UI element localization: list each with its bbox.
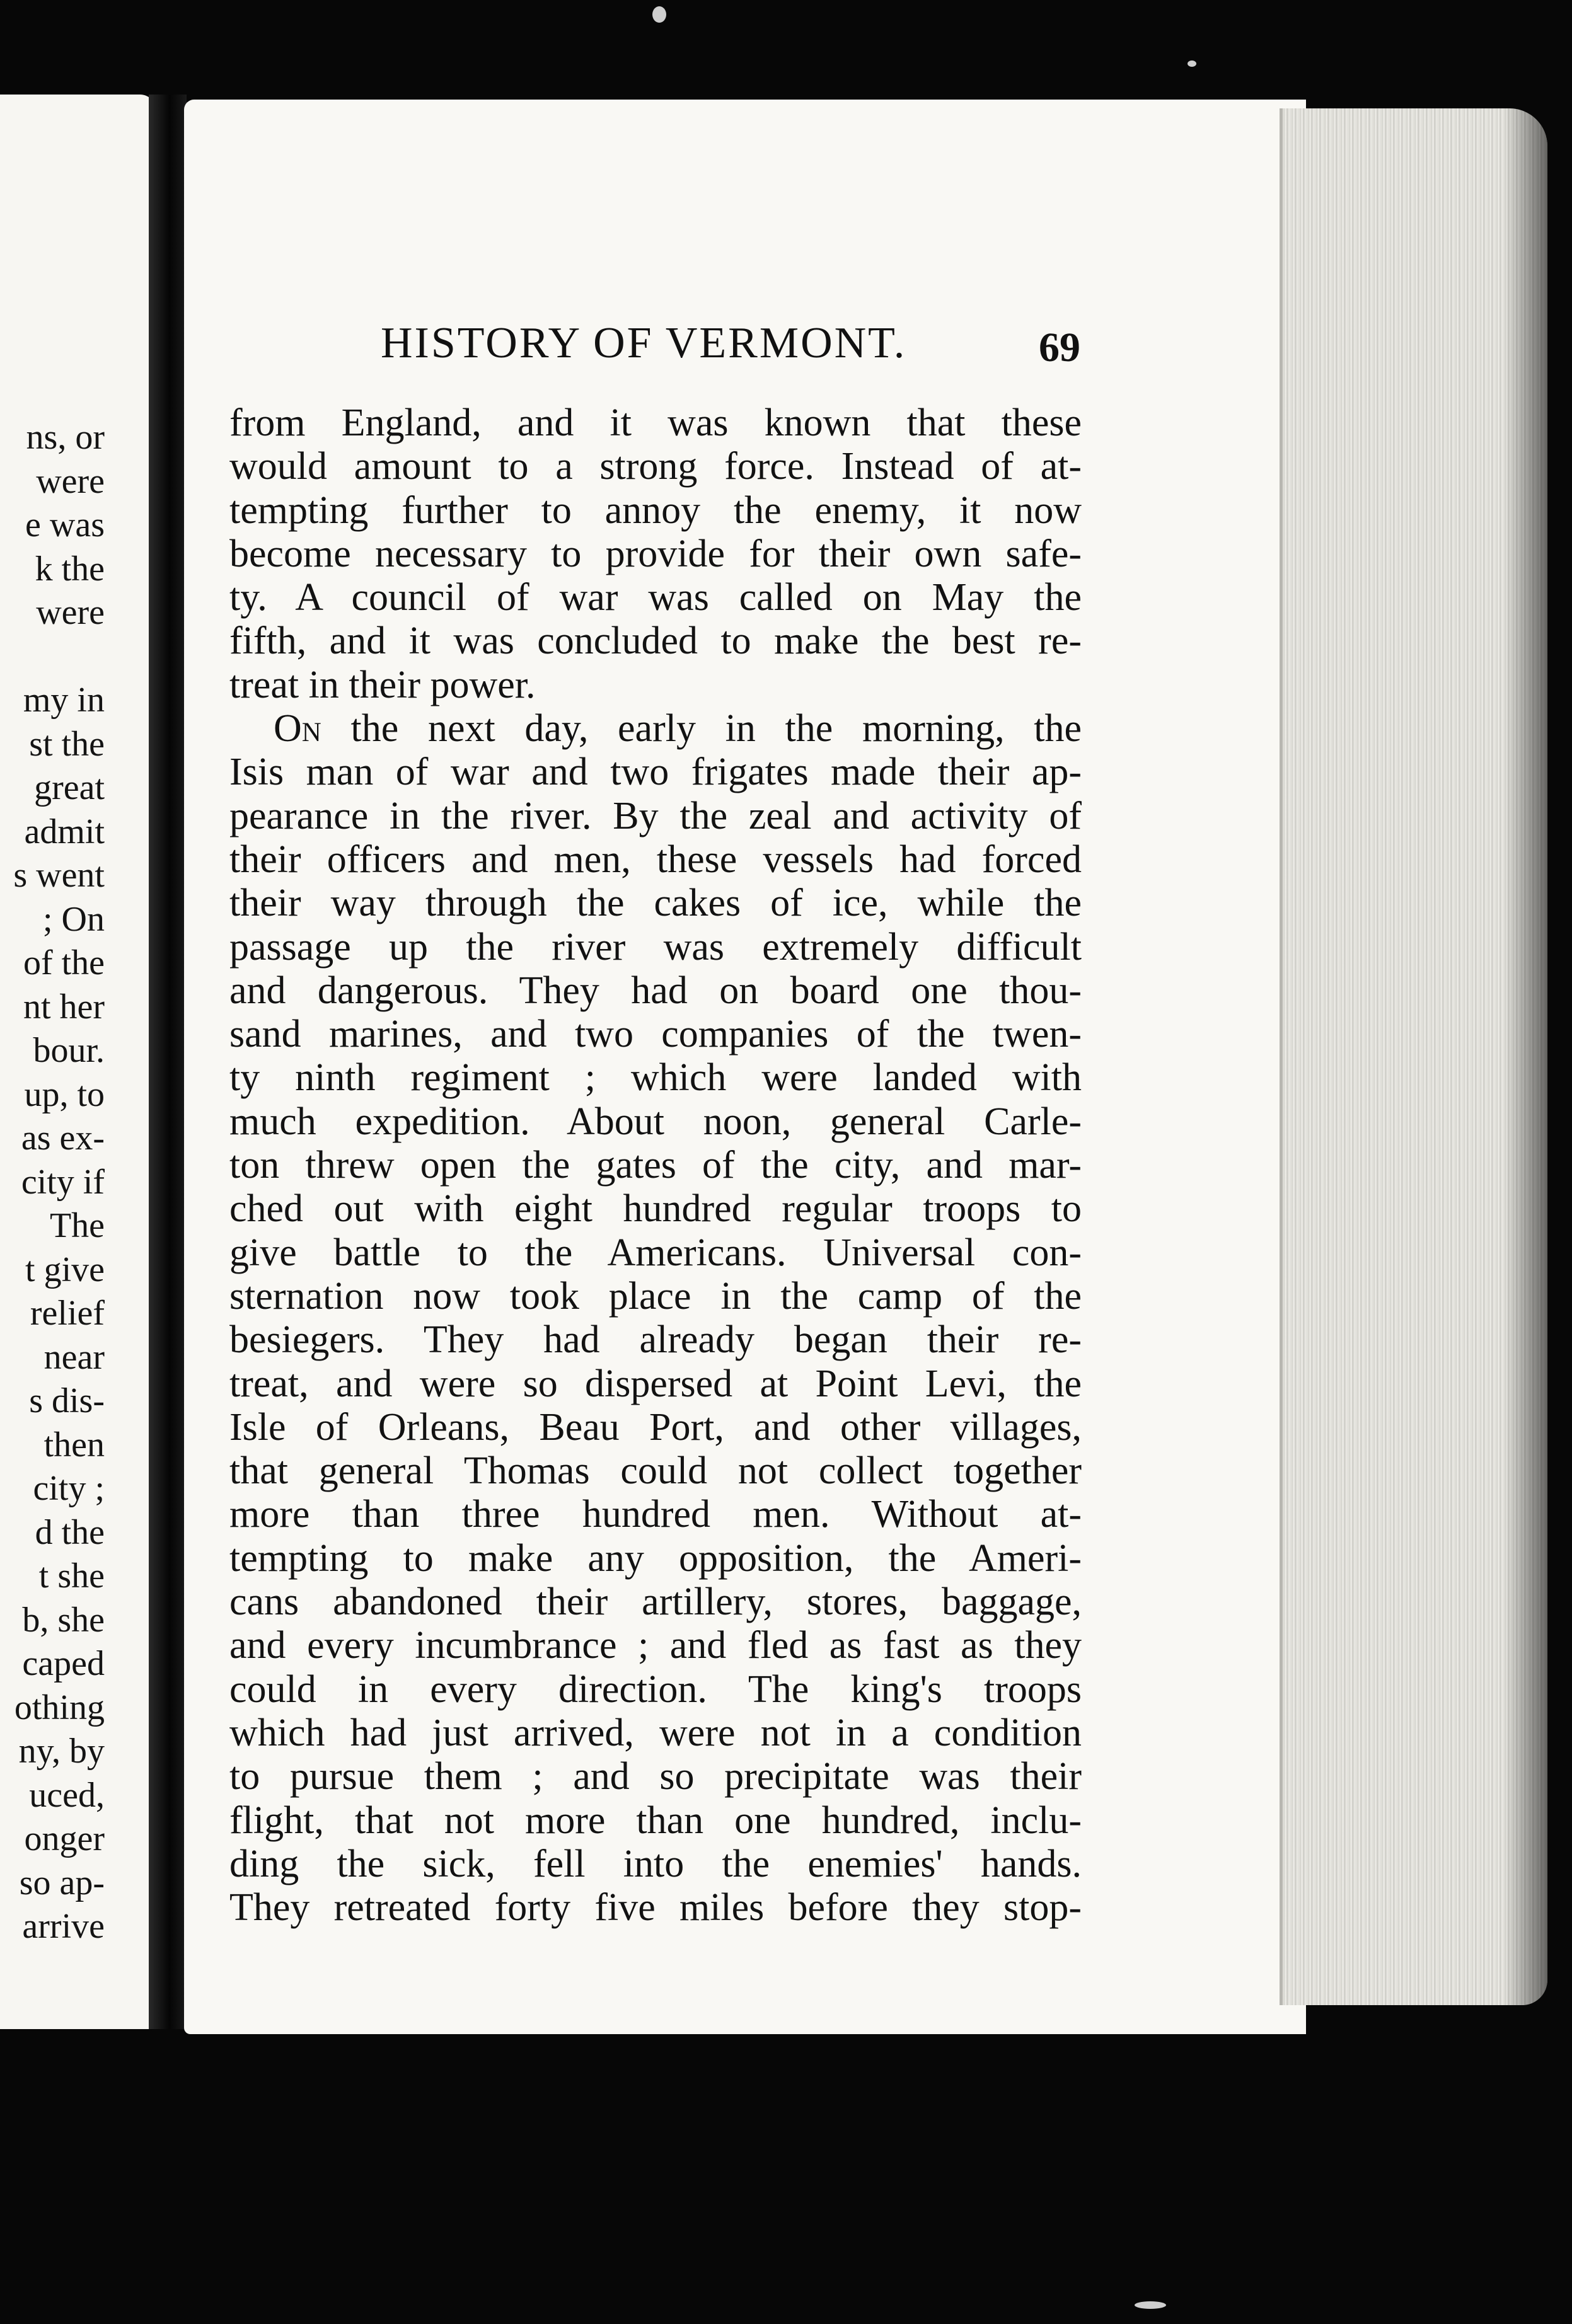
facing-page-line: arrive <box>22 1907 105 1946</box>
facing-page-line: st the <box>29 724 105 764</box>
facing-page-line: up, to <box>24 1074 105 1114</box>
text-line: treat, and were so dispersed at Point Levi, the <box>229 1362 1082 1405</box>
text-line: ched out with eight hundred regular troops to <box>229 1187 1082 1231</box>
facing-page-line: were <box>36 593 105 632</box>
facing-page-line: bour. <box>33 1031 105 1070</box>
facing-page-line: admit <box>24 812 105 851</box>
facing-page-line: onger <box>24 1819 105 1858</box>
text-line: ty ninth regiment ; which were landed with <box>229 1056 1082 1100</box>
text-line: passage up the river was extremely difficult <box>229 925 1082 969</box>
ink-speck <box>1188 60 1196 67</box>
text-line: that general Thomas could not collect together <box>229 1449 1082 1493</box>
facing-page-line: relief <box>30 1294 105 1333</box>
facing-page-line: othing <box>14 1688 105 1727</box>
text-line: sand marines, and two companies of the twen- <box>229 1013 1082 1056</box>
text-line: fifth, and it was concluded to make the best re- <box>229 619 1082 663</box>
facing-page-line: nt her <box>23 987 105 1027</box>
text-line: could in every direction. The king's troops <box>229 1667 1082 1711</box>
facing-page-line: b, she <box>22 1600 105 1640</box>
facing-page-line: as ex- <box>21 1119 105 1158</box>
text-line: would amount to a strong force. Instead of at- <box>229 445 1082 488</box>
facing-page-line: ns, or <box>26 418 105 457</box>
ink-speck <box>1135 2301 1166 2309</box>
facing-page-line: e was <box>25 505 105 544</box>
facing-page-line: d the <box>35 1512 105 1552</box>
page-number: 69 <box>1039 325 1080 371</box>
text-line: tempting to make any opposition, the Ameri- <box>229 1536 1082 1580</box>
facing-page-line: t she <box>38 1556 105 1596</box>
book-gutter <box>149 95 187 2029</box>
facing-page-line: t give <box>25 1250 105 1289</box>
facing-page-line: so ap- <box>19 1863 105 1902</box>
text-line: Isle of Orleans, Beau Port, and other villages, <box>229 1405 1082 1449</box>
text-line: pearance in the river. By the zeal and activity of <box>229 794 1082 837</box>
facing-page-line: s dis- <box>29 1381 105 1420</box>
text-line: flight, that not more than one hundred, inclu- <box>229 1798 1082 1842</box>
text-line: to pursue them ; and so precipitate was their <box>229 1755 1082 1798</box>
text-line: much expedition. About noon, general Carle- <box>229 1100 1082 1143</box>
facing-page-line: uced, <box>29 1775 105 1815</box>
text-line: from England, and it was known that these <box>229 401 1082 444</box>
facing-page-line: s went <box>13 856 105 895</box>
running-head: HISTORY OF VERMONT. <box>381 319 907 367</box>
text-line: treat in their power. <box>229 663 536 706</box>
facing-page-line: then <box>43 1425 105 1464</box>
text-line: ding the sick, fell into the enemies' hands. <box>229 1842 1082 1885</box>
text-line: ton threw open the gates of the city, and mar- <box>229 1144 1082 1187</box>
paragraph-2-first-line <box>229 707 1082 751</box>
text-line: and dangerous. They had on board one thou- <box>229 969 1082 1012</box>
text-line: sternation now took place in the camp of the <box>229 1274 1082 1318</box>
text-line: give battle to the Americans. Universal con- <box>229 1231 1082 1274</box>
facing-page-line: city ; <box>33 1469 105 1508</box>
facing-page-line: caped <box>22 1644 105 1683</box>
text-line: more than three hundred men. Without at- <box>229 1493 1082 1536</box>
facing-page-line: great <box>34 768 105 807</box>
text-line: cans abandoned their artillery, stores, baggage, <box>229 1580 1082 1624</box>
text-line: and every incumbrance ; and fled as fast as they <box>229 1624 1082 1667</box>
paragraph-1 <box>229 401 1082 707</box>
ink-speck <box>652 6 666 23</box>
text-line: which had just arrived, were not in a condition <box>229 1711 1082 1754</box>
text-line: besiegers. They had already began their re- <box>229 1318 1082 1362</box>
facing-page-line: k the <box>35 549 105 589</box>
facing-page-text-fragment <box>0 416 105 1949</box>
facing-page-line: The <box>49 1206 105 1245</box>
text-line: their officers and men, these vessels had forced <box>229 837 1082 881</box>
facing-page-left <box>0 95 156 2029</box>
text-line: ty. A council of war was called on May the <box>229 576 1082 619</box>
paragraph-2 <box>229 707 1082 1930</box>
first-line-text: the next day, early in the morning, the <box>321 707 1082 751</box>
facing-page-line: were <box>36 461 105 501</box>
text-line: They retreated forty five miles before they stop- <box>229 1886 1082 1930</box>
facing-page-line: ny, by <box>18 1732 105 1771</box>
body-text <box>229 401 1082 1930</box>
page-edges-stack <box>1280 108 1547 2005</box>
facing-page-line: my in <box>23 681 105 720</box>
text-line: tempting further to annoy the enemy, it now <box>229 488 1082 532</box>
facing-page-line: ; On <box>43 899 105 939</box>
text-line: become necessary to provide for their own safe- <box>229 532 1082 575</box>
facing-page-line: city if <box>21 1162 105 1202</box>
facing-page-line: near <box>43 1337 105 1377</box>
text-line: Isis man of war and two frigates made their ap- <box>229 751 1082 794</box>
facing-page-line: of the <box>23 943 105 982</box>
drop-word: On <box>274 707 321 751</box>
text-line: their way through the cakes of ice, while the <box>229 882 1082 925</box>
